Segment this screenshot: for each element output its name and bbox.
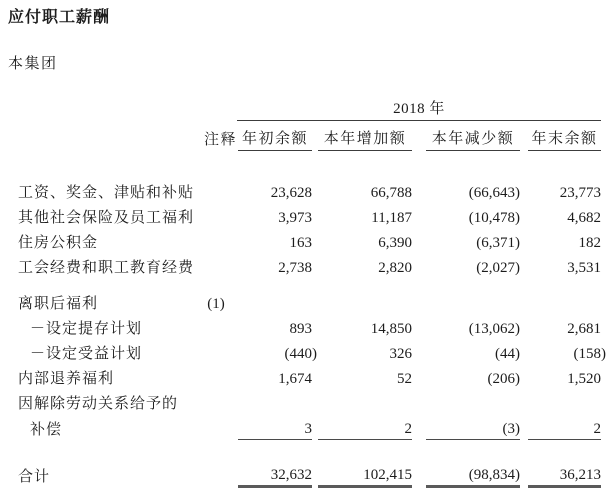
total-decrease: (98,834) xyxy=(426,459,520,487)
cell-note: (1) xyxy=(207,296,225,312)
col-header-closing-balance: 年末余额 xyxy=(528,121,601,151)
spacer-row xyxy=(8,278,601,289)
cell-opening-balance: (440) xyxy=(284,346,317,362)
col-header-increase: 本年增加额 xyxy=(318,121,412,151)
cell-opening-balance: 3,973 xyxy=(278,210,312,226)
row-label: －设定提存计划 xyxy=(30,321,143,337)
row-label: 因解除劳动关系给予的 xyxy=(18,396,179,412)
employee-compensation-table xyxy=(8,95,607,488)
group-label: 本集团 xyxy=(8,56,58,72)
cell-decrease: (44) xyxy=(495,346,520,362)
spacer-row xyxy=(8,440,601,460)
cell-closing-balance: 3,531 xyxy=(567,260,602,276)
col-header-opening-balance: 年初余额 xyxy=(238,121,312,151)
cell-opening-balance: 23,628 xyxy=(270,185,312,201)
cell-opening-balance: 2,738 xyxy=(278,260,312,276)
cell-increase: 2 xyxy=(318,414,412,440)
cell-opening-balance: 163 xyxy=(289,235,312,251)
column-header-row xyxy=(8,121,601,151)
row-defined-benefit-plan xyxy=(8,339,601,364)
row-total xyxy=(8,459,601,487)
row-label: 住房公积金 xyxy=(18,235,99,251)
cell-closing-balance: 23,773 xyxy=(559,185,602,201)
cell-increase: 66,788 xyxy=(370,185,412,201)
col-header-note: 注释 xyxy=(203,131,237,148)
row-wages-bonuses xyxy=(8,178,601,203)
total-closing-balance: 36,213 xyxy=(528,459,601,487)
cell-decrease: (6,371) xyxy=(476,235,520,251)
row-label: －设定受益计划 xyxy=(30,346,143,362)
cell-increase: 326 xyxy=(389,346,412,362)
total-increase: 102,415 xyxy=(318,459,412,487)
row-label: 补偿 xyxy=(30,421,63,438)
row-label: 内部退养福利 xyxy=(18,371,115,387)
row-label: 工会经费和职工教育经费 xyxy=(18,260,195,276)
spacer-row xyxy=(8,151,601,179)
cell-opening-balance: 1,674 xyxy=(278,371,312,387)
row-defined-contribution-plan xyxy=(8,314,601,339)
row-social-insurance-welfare xyxy=(8,203,601,228)
cell-decrease: (10,478) xyxy=(468,210,520,226)
row-post-employment-benefits xyxy=(8,289,601,314)
cell-decrease: (66,643) xyxy=(468,185,520,201)
year-header: 2018 年 xyxy=(237,95,601,121)
cell-decrease: (2,027) xyxy=(476,260,520,276)
cell-closing-balance: 182 xyxy=(578,235,602,251)
row-housing-fund xyxy=(8,228,601,253)
cell-closing-balance: (158) xyxy=(573,346,607,362)
cell-closing-balance: 2,681 xyxy=(567,321,602,337)
row-label: 其他社会保险及员工福利 xyxy=(18,210,195,226)
cell-closing-balance: 2 xyxy=(528,414,601,440)
cell-increase: 2,820 xyxy=(378,260,412,276)
row-label: 离职后福利 xyxy=(18,296,99,312)
cell-increase: 52 xyxy=(397,371,412,387)
page-title: 应付职工薪酬 xyxy=(8,9,111,26)
cell-increase: 14,850 xyxy=(370,321,412,337)
cell-opening-balance: 3 xyxy=(238,414,312,440)
cell-decrease: (3) xyxy=(426,414,520,440)
row-union-education-funds xyxy=(8,253,601,278)
cell-decrease: (206) xyxy=(487,371,520,387)
row-termination-compensation-line1 xyxy=(8,389,601,414)
row-early-retirement-benefits xyxy=(8,364,601,389)
cell-increase: 11,187 xyxy=(371,210,412,226)
cell-decrease: (13,062) xyxy=(468,321,520,337)
cell-closing-balance: 1,520 xyxy=(567,371,602,387)
col-header-decrease: 本年减少额 xyxy=(426,121,520,151)
cell-increase: 6,390 xyxy=(378,235,412,251)
row-label: 工资、奖金、津贴和补贴 xyxy=(18,185,195,201)
year-header-row xyxy=(8,95,601,121)
cell-opening-balance: 893 xyxy=(289,321,312,337)
row-termination-compensation-line2 xyxy=(8,414,601,440)
total-opening-balance: 32,632 xyxy=(238,459,312,487)
total-label: 合计 xyxy=(18,468,51,485)
cell-closing-balance: 4,682 xyxy=(567,210,602,226)
